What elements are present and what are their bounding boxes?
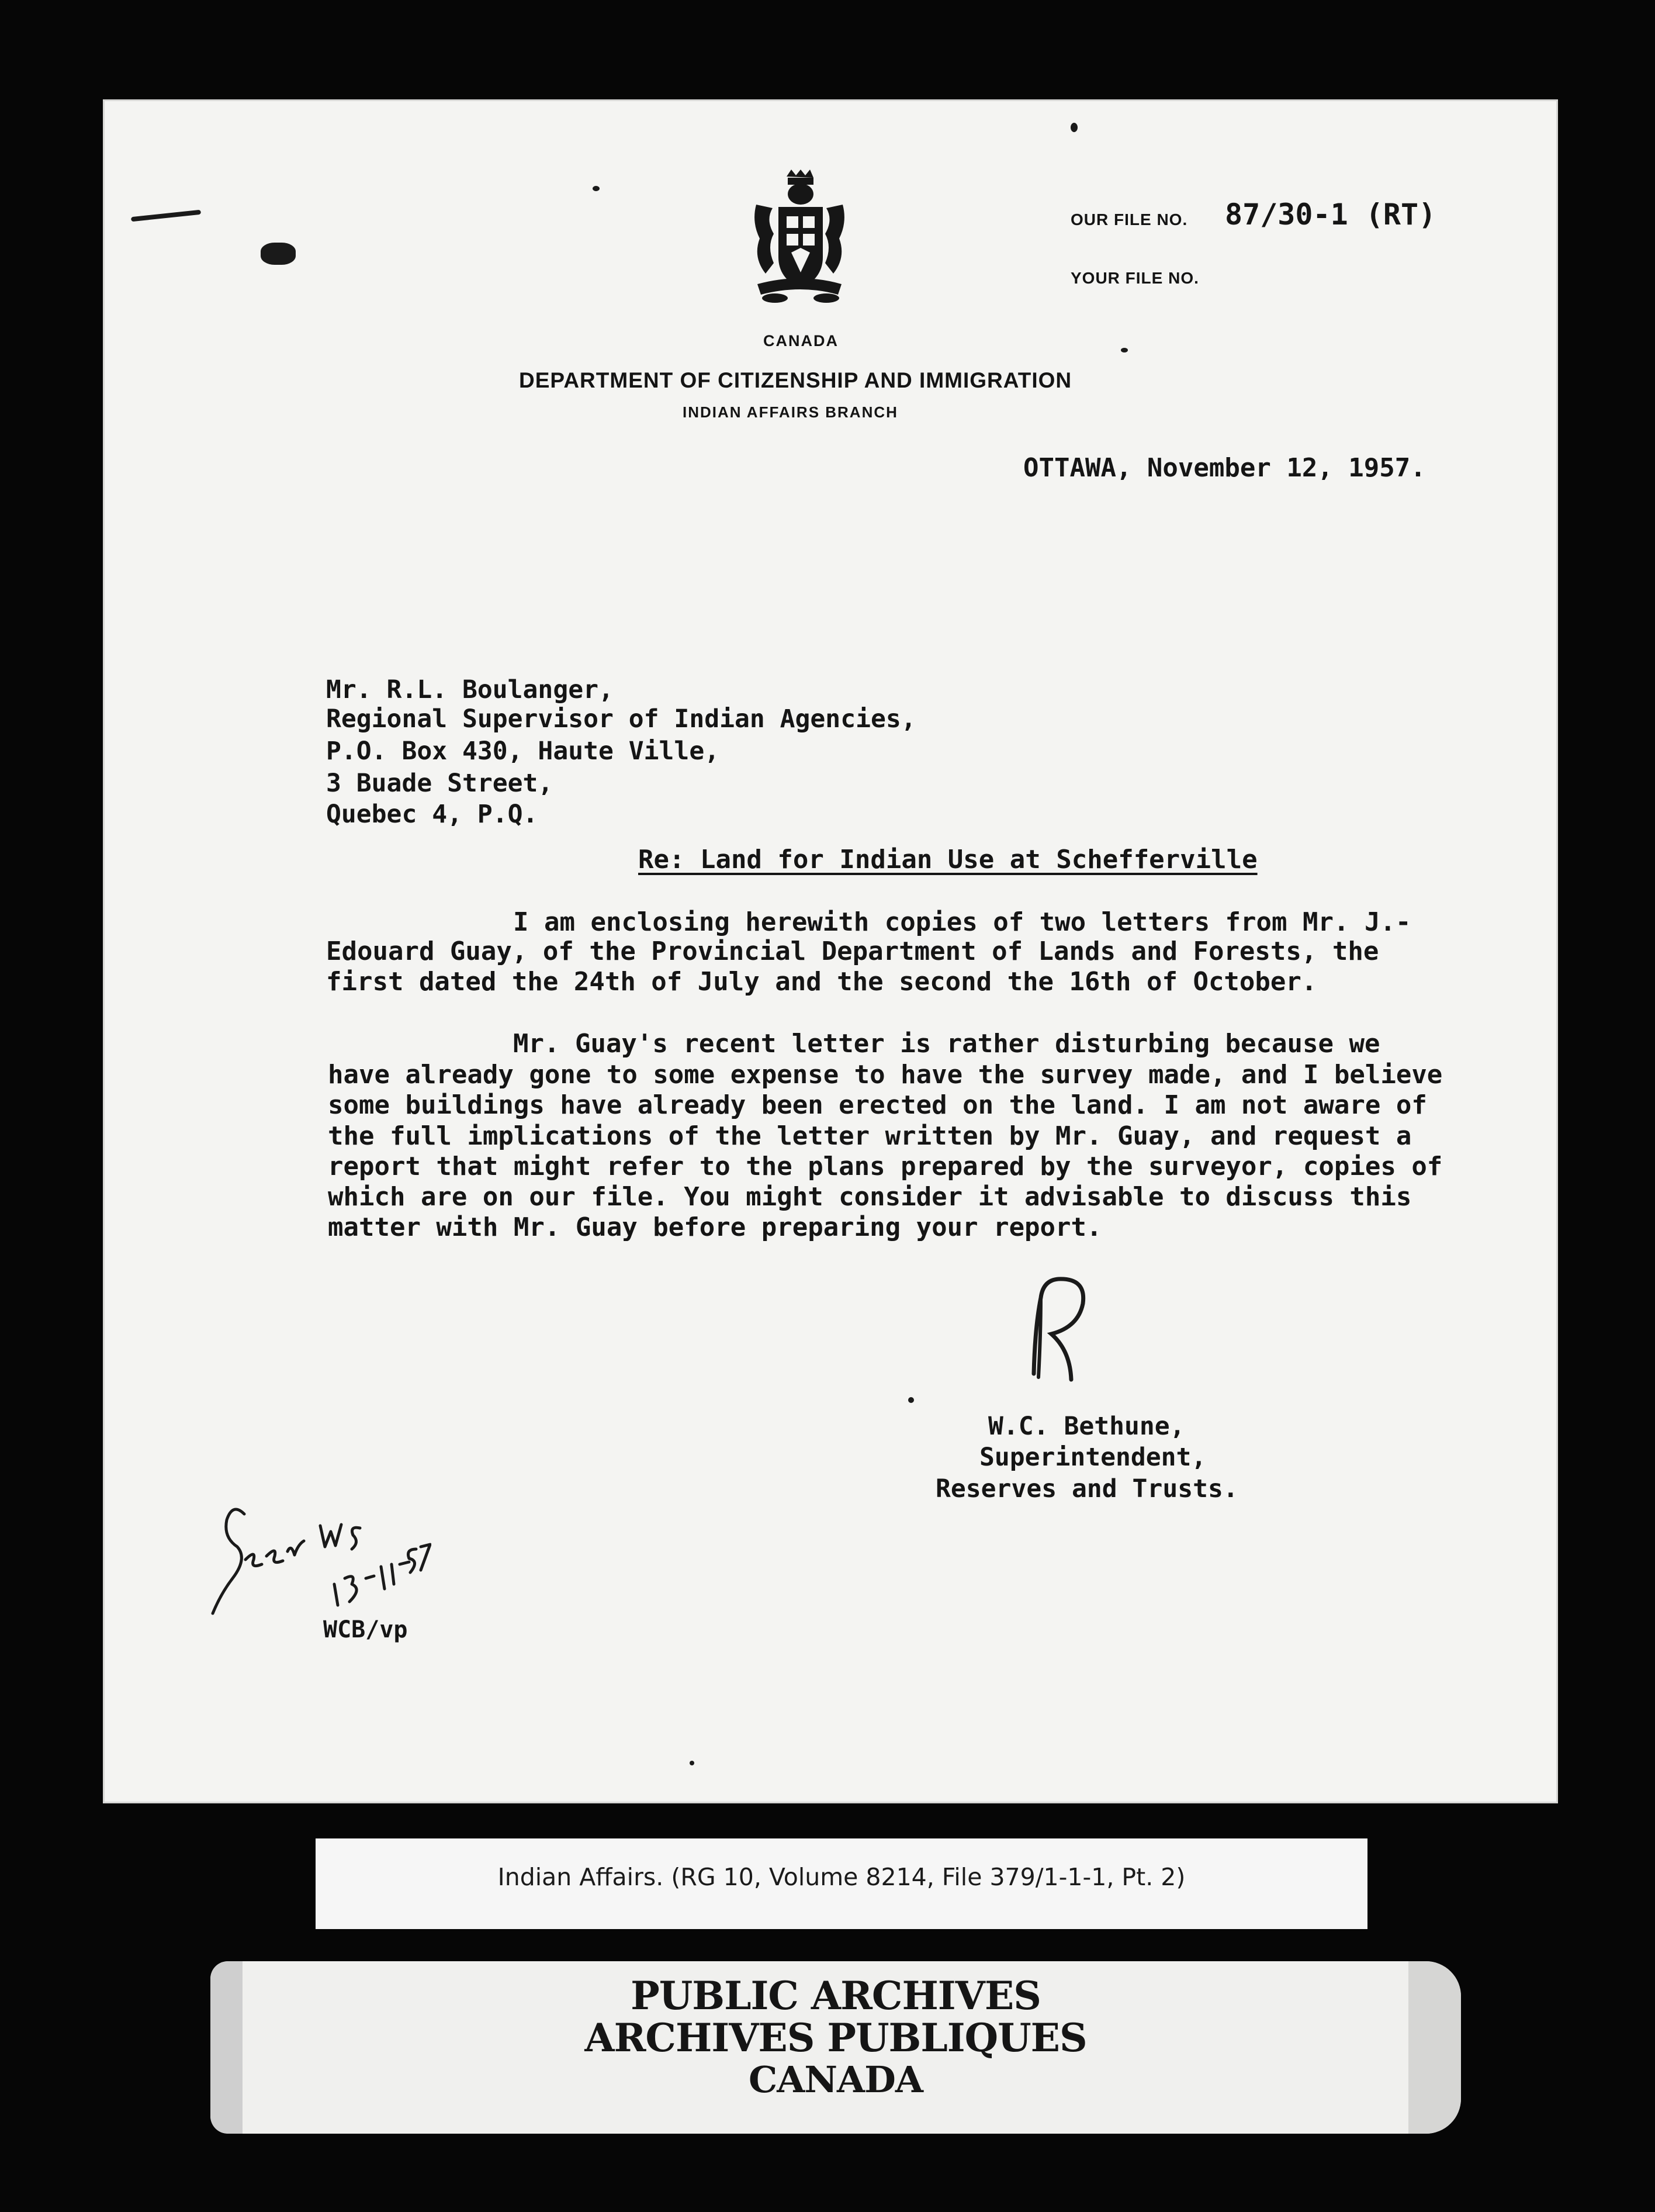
body-line: some buildings have already been erected on the land. I am not aware of bbox=[328, 1090, 1427, 1120]
signature-title: Superintendent, bbox=[979, 1443, 1207, 1472]
scan-speck bbox=[1071, 123, 1078, 132]
scan-speck bbox=[261, 243, 296, 265]
address-line: 3 Buade Street, bbox=[326, 769, 553, 798]
body-line: I am enclosing herewith copies of two letters from Mr. J.- bbox=[513, 907, 1411, 937]
address-line: Quebec 4, P.Q. bbox=[326, 800, 538, 829]
our-file-number: 87/30-1 (RT) bbox=[1225, 198, 1436, 231]
scan-speck bbox=[131, 210, 201, 222]
body-line: report that might refer to the plans prepared by the surveyor, copies of bbox=[328, 1152, 1443, 1181]
subject-line: Re: Land for Indian Use at Schefferville bbox=[638, 845, 1258, 875]
body-line: the full implications of the letter written by Mr. Guay, and request a bbox=[328, 1121, 1412, 1151]
handwritten-seen-note bbox=[209, 1491, 431, 1672]
letter-sheet bbox=[103, 99, 1558, 1803]
letterhead-branch: INDIAN AFFAIRS BRANCH bbox=[683, 403, 898, 421]
signature-division: Reserves and Trusts. bbox=[936, 1474, 1238, 1504]
scan-speck bbox=[1121, 348, 1128, 352]
letterhead-country: CANADA bbox=[763, 332, 839, 350]
body-line: Mr. Guay's recent letter is rather disturbing because we bbox=[513, 1029, 1380, 1059]
scan-speck bbox=[908, 1397, 914, 1403]
body-line: first dated the 24th of July and the second the 16th of October. bbox=[326, 967, 1317, 997]
our-file-label: OUR FILE NO. bbox=[1071, 210, 1188, 229]
letterhead-department: DEPARTMENT OF CITIZENSHIP AND IMMIGRATION bbox=[519, 368, 1072, 392]
address-line: P.O. Box 430, Haute Ville, bbox=[326, 737, 720, 766]
scan-speck bbox=[593, 186, 600, 191]
archive-reference: Indian Affairs. (RG 10, Volume 8214, File 379/1-1-1, Pt. 2) bbox=[497, 1863, 1186, 1891]
stamp-line-french: ARCHIVES PUBLIQUES bbox=[584, 2015, 1087, 2061]
address-line: Mr. R.L. Boulanger, bbox=[326, 675, 614, 704]
body-line: matter with Mr. Guay before preparing your report. bbox=[328, 1212, 1102, 1242]
address-line: Regional Supervisor of Indian Agencies, bbox=[326, 704, 916, 734]
public-archives-stamp bbox=[210, 1961, 1461, 2134]
body-line: Edouard Guay, of the Provincial Department of Lands and Forests, the bbox=[326, 936, 1379, 966]
stamp-line-country: CANADA bbox=[748, 2058, 923, 2101]
scan-speck bbox=[690, 1761, 694, 1765]
body-line: have already gone to some expense to have the survey made, and I believe bbox=[328, 1060, 1443, 1090]
signature-name: W.C. Bethune, bbox=[988, 1412, 1185, 1441]
typist-initials: WCB/vp bbox=[323, 1616, 408, 1643]
date-line: OTTAWA, November 12, 1957. bbox=[1023, 453, 1426, 483]
coat-of-arms-icon bbox=[740, 170, 857, 304]
archive-reference-strip bbox=[316, 1838, 1367, 1929]
body-line: which are on our file. You might consider it advisable to discuss this bbox=[328, 1182, 1412, 1212]
stamp-line-english: PUBLIC ARCHIVES bbox=[631, 1973, 1041, 2019]
handwritten-initial-mark bbox=[1017, 1263, 1117, 1397]
your-file-label: YOUR FILE NO. bbox=[1071, 269, 1199, 287]
